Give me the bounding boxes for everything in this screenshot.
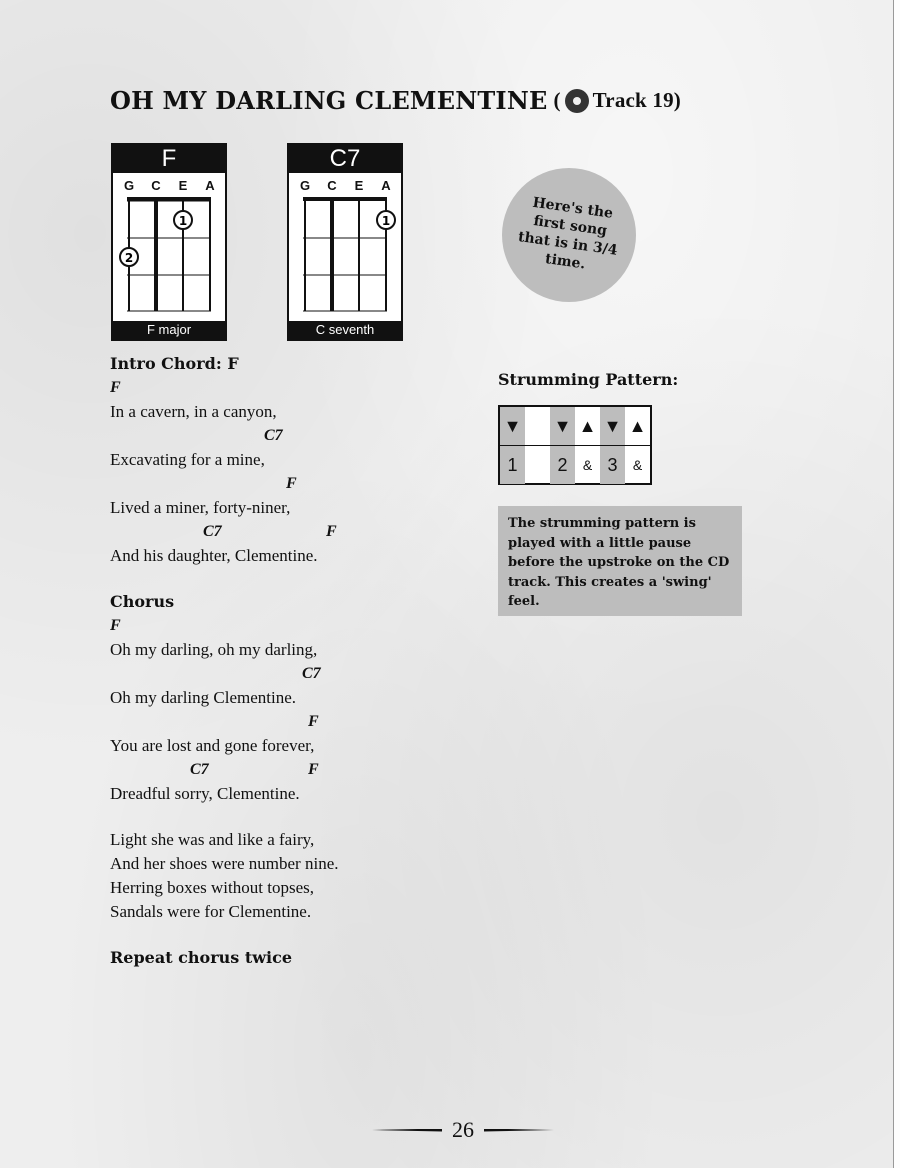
finger-number: 2 xyxy=(124,251,134,265)
count-row xyxy=(500,446,650,485)
song-title xyxy=(110,86,681,115)
count-cell: 1 xyxy=(500,446,525,485)
lyrics xyxy=(110,352,470,970)
lyric-line: Herring boxes without topses, xyxy=(110,878,314,897)
chord-line xyxy=(110,614,470,638)
stroke-row xyxy=(500,407,650,446)
fretboard xyxy=(289,195,401,320)
count-cell: 3 xyxy=(600,446,625,485)
lyric-line: And her shoes were number nine. xyxy=(110,854,339,873)
stroke-cell: ▲ xyxy=(575,407,600,446)
string-label: C xyxy=(151,178,161,193)
chord-line xyxy=(110,376,470,400)
chord-caption: F major xyxy=(113,321,225,339)
finger-number: 1 xyxy=(178,214,188,228)
cd-icon xyxy=(565,89,589,113)
lyric-line: Lived a miner, forty-niner, xyxy=(110,498,291,517)
stroke-cell: ▼ xyxy=(500,407,525,446)
track-label: Track 19) xyxy=(592,88,681,112)
chord-diagram-c7 xyxy=(287,143,403,341)
chord-symbol: F xyxy=(110,617,121,634)
string-label: C xyxy=(327,178,337,193)
chord-line xyxy=(110,472,470,496)
lyric-line: You are lost and gone forever, xyxy=(110,736,315,755)
lyric-line: Excavating for a mine, xyxy=(110,450,265,469)
string-label: G xyxy=(123,178,135,193)
chord-line xyxy=(110,710,470,734)
nut xyxy=(127,197,211,201)
count-cell: 2 xyxy=(550,446,575,485)
chord-line xyxy=(110,758,470,782)
lyric-line: Light she was and like a fairy, xyxy=(110,830,315,849)
strumming-note: The strumming pattern is played with a little pause before the upstroke on the CD track. This creates a 'swing' feel. xyxy=(498,506,742,616)
finger-dot xyxy=(120,248,138,266)
count-cell: & xyxy=(582,457,593,473)
chord-symbol: F xyxy=(326,523,337,540)
page-number-text: 26 xyxy=(452,1117,474,1142)
chorus-heading: Chorus xyxy=(110,592,175,611)
callout-bubble xyxy=(502,168,636,302)
page-edge xyxy=(893,0,900,1168)
chord-symbol: C7 xyxy=(302,665,321,682)
chord-symbol: C7 xyxy=(203,523,222,540)
chord-symbol: F xyxy=(308,713,319,730)
finger-number: 1 xyxy=(381,214,391,228)
stroke-cell xyxy=(525,407,550,446)
strumming-heading: Strumming Pattern: xyxy=(498,370,679,389)
chord-caption: C seventh xyxy=(289,321,401,339)
chord-symbol: C7 xyxy=(190,761,209,778)
string-labels xyxy=(113,178,225,194)
nut xyxy=(303,197,387,201)
lyric-line: Oh my darling, oh my darling, xyxy=(110,640,318,659)
lyric-line: Dreadful sorry, Clementine. xyxy=(110,784,300,803)
stroke-cell: ▼ xyxy=(600,407,625,446)
chord-diagram-f xyxy=(111,143,227,341)
string-label: G xyxy=(299,178,311,193)
chord-symbol: F xyxy=(286,475,297,492)
string-label: A xyxy=(205,178,215,193)
repeat-instruction: Repeat chorus twice xyxy=(110,948,293,967)
stroke-cell: ▼ xyxy=(550,407,575,446)
lyric-line: Sandals were for Clementine. xyxy=(110,902,312,921)
track-reference xyxy=(553,88,681,113)
chord-symbol: C7 xyxy=(264,427,283,444)
page-number xyxy=(370,1117,556,1143)
ornament-rule xyxy=(484,1129,554,1132)
string-label: E xyxy=(354,178,364,193)
chord-symbol: F xyxy=(110,379,121,396)
stroke-cell: ▲ xyxy=(625,407,650,446)
count-cell: & xyxy=(632,457,643,473)
count-cell xyxy=(525,446,550,485)
fretboard xyxy=(113,195,225,320)
chord-name: C7 xyxy=(289,145,401,173)
strumming-pattern xyxy=(498,405,652,485)
chord-line xyxy=(110,662,470,686)
song-title-text: OH MY DARLING CLEMENTINE xyxy=(110,86,548,115)
string-label: E xyxy=(178,178,188,193)
lyric-line: In a cavern, in a canyon, xyxy=(110,402,277,421)
chord-symbol: F xyxy=(308,761,319,778)
intro-chord: Intro Chord: F xyxy=(110,354,239,373)
chord-line xyxy=(110,520,470,544)
finger-dot xyxy=(174,211,192,229)
string-label: A xyxy=(381,178,391,193)
chord-line xyxy=(110,424,470,448)
chord-name: F xyxy=(113,145,225,173)
lyric-line: And his daughter, Clementine. xyxy=(110,546,318,565)
track-open-paren: ( xyxy=(553,88,561,112)
string-labels xyxy=(289,178,401,194)
callout-text: Here's the first song that is in 3/4 time. xyxy=(517,194,619,273)
finger-dot xyxy=(377,211,395,229)
lyric-line: Oh my darling Clementine. xyxy=(110,688,297,707)
ornament-rule xyxy=(372,1129,442,1132)
